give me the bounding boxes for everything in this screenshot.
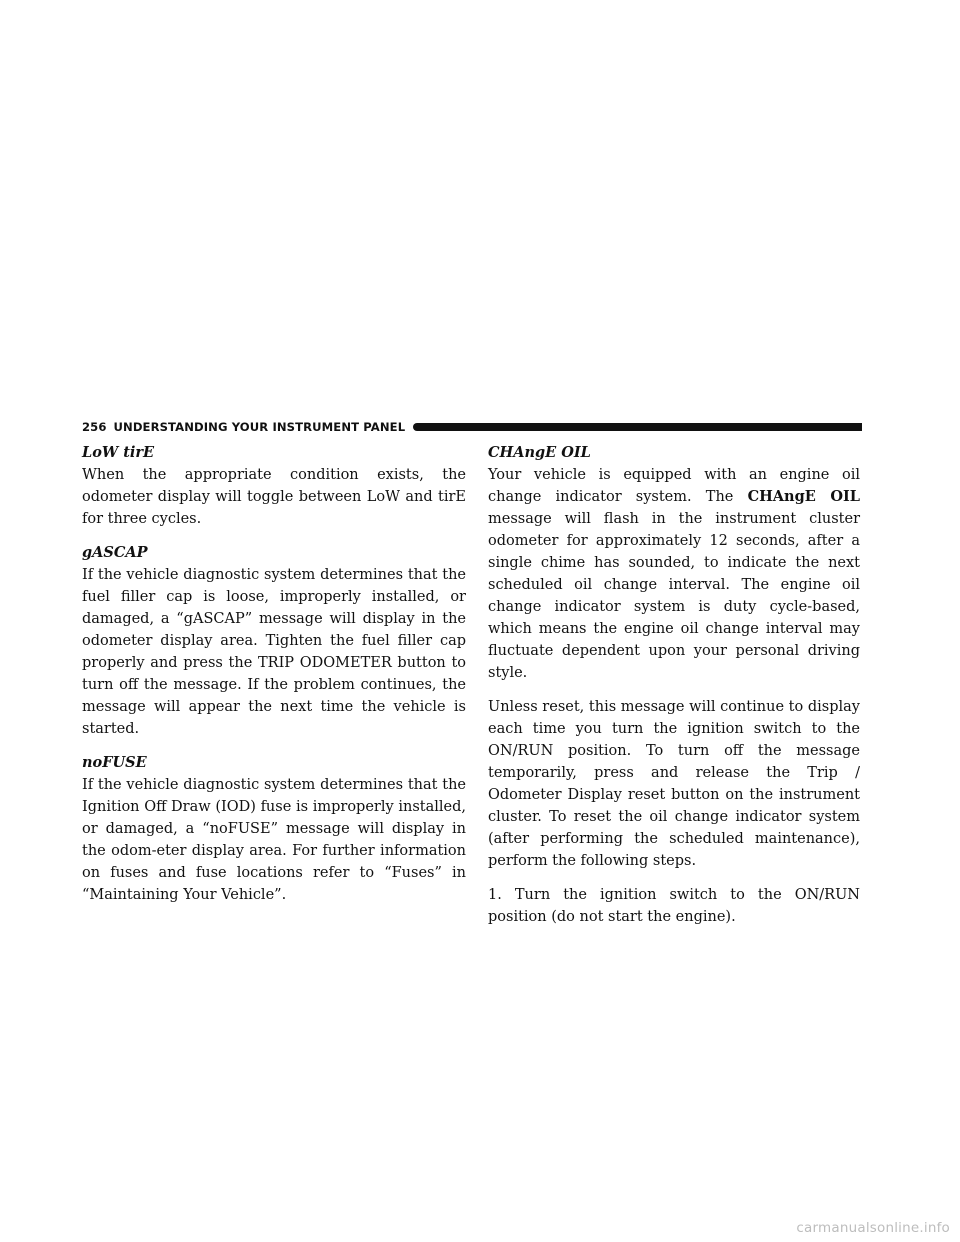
nofuse-heading: noFUSE [82, 754, 147, 771]
right-column [488, 442, 860, 940]
change-oil-body-part1: Your vehicle is equipped with an engine oil change indicator system. The [488, 467, 860, 505]
change-oil-section [488, 442, 860, 684]
gascap-section [82, 542, 466, 740]
step-1: 1. Turn the ignition switch to the ON/RUN position (do not start the engine). [488, 887, 860, 925]
low-tire-heading: LoW tirE [82, 444, 155, 461]
change-oil-heading: CHAngE OIL [488, 444, 591, 461]
left-column [82, 442, 466, 918]
gascap-heading: gASCAP [82, 544, 148, 561]
reset-paragraph: Unless reset, this message will continue to display each time you turn the ignition switch to the ON/RUN position. To turn off the message temporarily, press and release the Trip / Odometer Display reset button on the instrument cluster. To reset the oil change indicator system (after performing the scheduled maintenance), perform the following steps. [488, 699, 860, 869]
low-tire-section [82, 442, 466, 530]
change-oil-inline-bold: CHAngE OIL [747, 488, 860, 505]
change-oil-body-part2: message will flash in the instrument cluster odometer for approximately 12 seconds, after a single chime has sounded, to indicate the next scheduled oil change interval. The engine oil change indicator system is duty cycle-based, which means the engine oil change interval may fluctuate dependent upon your personal driving style. [488, 511, 860, 681]
page-number: 256 [82, 420, 107, 434]
watermark-text: carmanualsonline.info [796, 1220, 950, 1236]
gascap-body: If the vehicle diagnostic system determines that the fuel filler cap is loose, improperly installed, or damaged, a “gASCAP” message will display in the odometer display area. Tighten the fuel filler cap properly and press the TRIP ODOMETER button to turn off the message. If the problem continues, the message will appear the next time the vehicle is started. [82, 567, 466, 737]
change-oil-body [488, 464, 860, 684]
page-header [82, 419, 862, 435]
header-rule [413, 423, 862, 431]
section-title: UNDERSTANDING YOUR INSTRUMENT PANEL [113, 420, 406, 434]
low-tire-body: When the appropriate condition exists, the odometer display will toggle between LoW and tirE for three cycles. [82, 467, 466, 527]
nofuse-body: If the vehicle diagnostic system determines that the Ignition Off Draw (IOD) fuse is improperly installed, or damaged, a “noFUSE” message will display in the odom-eter display area. For further information on fuses and fuse locations refer to “Fuses” in “Maintaining Your Vehicle”. [82, 777, 466, 903]
nofuse-section [82, 752, 466, 906]
